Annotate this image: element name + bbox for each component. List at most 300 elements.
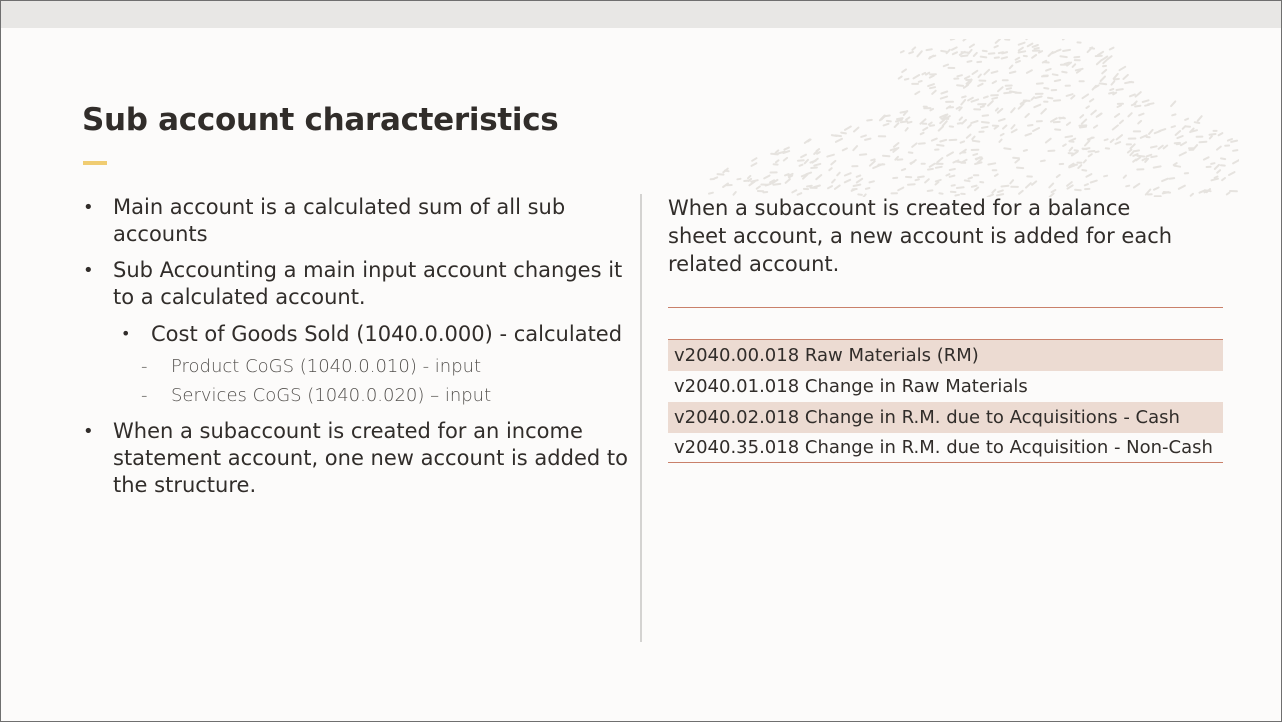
pattern-stroke: [1080, 115, 1083, 118]
pattern-stroke: [1051, 118, 1057, 121]
pattern-stroke: [901, 121, 907, 122]
pattern-stroke: [894, 143, 899, 147]
pattern-stroke: [996, 108, 998, 110]
pattern-stroke: [1053, 74, 1058, 75]
pattern-stroke: [1085, 184, 1088, 185]
pattern-stroke: [968, 98, 973, 101]
pattern-stroke: [1210, 136, 1212, 138]
pattern-stroke: [884, 124, 889, 126]
pattern-stroke: [752, 163, 757, 166]
pattern-stroke: [989, 53, 995, 54]
pattern-stroke: [895, 123, 899, 127]
pattern-stroke: [1028, 125, 1033, 126]
pattern-stroke: [1154, 166, 1161, 167]
pattern-stroke: [817, 149, 820, 151]
pattern-stroke: [845, 180, 850, 183]
pattern-stroke: [1109, 93, 1114, 94]
pattern-stroke: [857, 179, 862, 183]
pattern-stroke: [906, 117, 909, 119]
pattern-stroke: [865, 139, 870, 140]
pattern-stroke: [1002, 52, 1007, 53]
pattern-stroke: [961, 100, 965, 105]
pattern-stroke: [718, 174, 724, 175]
pattern-stroke: [1101, 77, 1105, 82]
pattern-stroke: [1085, 141, 1090, 146]
pattern-stroke: [1002, 57, 1007, 58]
pattern-stroke: [936, 167, 942, 168]
pattern-stroke: [1097, 60, 1102, 64]
pattern-stroke: [1052, 52, 1055, 53]
pattern-stroke: [1070, 139, 1075, 141]
pattern-stroke: [1049, 184, 1053, 188]
pattern-stroke: [914, 75, 920, 78]
pattern-stroke: [1126, 186, 1129, 187]
pattern-stroke: [928, 190, 933, 191]
pattern-stroke: [999, 140, 1001, 142]
pattern-stroke: [1074, 57, 1079, 58]
pattern-stroke: [1229, 172, 1235, 175]
pattern-stroke: [1011, 108, 1015, 112]
pattern-stroke: [930, 109, 933, 110]
pattern-stroke: [902, 69, 906, 72]
pattern-stroke: [854, 185, 861, 186]
pattern-stroke: [943, 121, 947, 126]
pattern-stroke: [968, 125, 971, 128]
pattern-stroke: [1116, 142, 1121, 144]
pattern-stroke: [784, 148, 789, 150]
pattern-stroke: [1137, 156, 1144, 157]
pattern-stroke: [1120, 121, 1123, 124]
pattern-stroke: [1057, 50, 1061, 51]
slide-title: Sub account characteristics: [82, 102, 559, 138]
pattern-stroke: [915, 92, 919, 94]
pattern-stroke: [946, 174, 949, 175]
pattern-stroke: [1151, 156, 1156, 157]
dash-item-product-cogs: - Product CoGS (1040.0.010) - input: [141, 352, 628, 381]
pattern-stroke: [800, 165, 803, 166]
pattern-stroke: [988, 101, 993, 106]
pattern-stroke: [748, 176, 750, 178]
pattern-stroke: [1083, 94, 1089, 98]
pattern-stroke: [974, 53, 977, 56]
pattern-stroke: [1169, 178, 1174, 179]
pattern-stroke: [807, 186, 812, 187]
pattern-stroke: [1052, 190, 1056, 192]
pattern-stroke: [1176, 131, 1181, 135]
pattern-stroke: [811, 168, 817, 169]
pattern-stroke: [973, 71, 978, 74]
pattern-stroke: [1113, 125, 1118, 129]
pattern-stroke: [737, 179, 740, 180]
pattern-stroke: [973, 154, 977, 155]
pattern-stroke: [1135, 150, 1139, 151]
pattern-stroke: [1114, 74, 1118, 79]
pattern-stroke: [937, 145, 943, 146]
pattern-stroke: [1130, 151, 1134, 155]
pattern-stroke: [919, 81, 922, 82]
pattern-stroke: [957, 187, 964, 188]
pattern-stroke: [1089, 154, 1092, 156]
pattern-stroke: [1062, 72, 1066, 73]
pattern-stroke: [1200, 142, 1207, 143]
pattern-stroke: [1221, 158, 1225, 159]
pattern-stroke: [829, 168, 831, 170]
title-accent-bar: [83, 161, 107, 165]
pattern-stroke: [1063, 144, 1066, 146]
pattern-stroke: [940, 120, 944, 123]
pattern-stroke: [828, 186, 832, 188]
pattern-stroke: [1067, 123, 1070, 125]
pattern-stroke: [1154, 188, 1159, 190]
pattern-stroke: [837, 173, 840, 176]
pattern-stroke: [1067, 94, 1073, 96]
pattern-stroke: [1132, 104, 1136, 105]
pattern-stroke: [1227, 193, 1230, 195]
pattern-stroke: [1098, 114, 1102, 117]
pattern-stroke: [1010, 180, 1013, 183]
pattern-stroke: [1233, 160, 1239, 163]
pattern-stroke: [1098, 52, 1103, 55]
pattern-stroke: [1147, 155, 1152, 157]
pattern-stroke: [1010, 72, 1016, 73]
pattern-stroke: [1124, 176, 1126, 178]
pattern-stroke: [1222, 178, 1225, 180]
pattern-stroke: [832, 180, 835, 183]
pattern-stroke: [1026, 134, 1032, 136]
pattern-stroke: [1171, 101, 1175, 106]
pattern-stroke: [930, 125, 934, 126]
pattern-stroke: [995, 57, 999, 58]
pattern-stroke: [751, 180, 758, 181]
pattern-stroke: [1070, 148, 1073, 151]
pattern-stroke: [909, 152, 913, 153]
pattern-stroke: [1120, 67, 1126, 70]
pattern-stroke: [1019, 51, 1026, 52]
pattern-stroke: [853, 146, 857, 150]
account-row: v2040.00.018 Raw Materials (RM): [668, 340, 1223, 371]
pattern-stroke: [1210, 134, 1216, 135]
pattern-stroke: [1066, 136, 1073, 137]
pattern-stroke: [1164, 146, 1168, 149]
pattern-stroke: [908, 122, 912, 123]
pattern-stroke: [749, 179, 752, 181]
pattern-stroke: [1073, 64, 1076, 67]
pattern-stroke: [857, 176, 861, 177]
pattern-stroke: [1033, 45, 1038, 47]
pattern-stroke: [1118, 105, 1122, 107]
pattern-stroke: [1035, 97, 1041, 99]
pattern-stroke: [999, 119, 1005, 121]
pattern-stroke: [805, 160, 808, 164]
pattern-stroke: [1041, 161, 1045, 162]
pattern-stroke: [1032, 181, 1036, 184]
pattern-stroke: [1028, 44, 1033, 47]
pattern-stroke: [757, 186, 760, 188]
pattern-stroke: [854, 128, 858, 132]
column-divider: [640, 194, 642, 642]
right-column: [668, 194, 1223, 278]
pattern-stroke: [776, 160, 779, 162]
pattern-stroke: [1024, 150, 1027, 151]
pattern-stroke: [831, 161, 835, 165]
pattern-stroke: [835, 135, 841, 136]
pattern-stroke: [1016, 58, 1020, 60]
pattern-stroke: [836, 139, 842, 142]
pattern-stroke: [1185, 119, 1188, 120]
pattern-stroke: [887, 121, 891, 122]
pattern-stroke: [1002, 186, 1009, 187]
pattern-stroke: [962, 120, 966, 124]
pattern-stroke: [1027, 70, 1032, 73]
pattern-stroke: [814, 164, 820, 166]
pattern-stroke: [814, 186, 820, 188]
pattern-stroke: [1091, 181, 1097, 183]
pattern-stroke: [1086, 174, 1091, 177]
pattern-stroke: [1054, 100, 1060, 101]
pattern-stroke: [982, 127, 988, 128]
pattern-stroke: [898, 188, 903, 191]
dash-item-services-cogs: - Services CoGS (1040.0.020) – input: [141, 381, 628, 410]
balance-sheet-intro: When a subaccount is created for a balance sheet account, a new account is added for each related account.: [668, 196, 1173, 276]
pattern-stroke: [953, 52, 957, 54]
pattern-stroke: [992, 71, 998, 73]
pattern-stroke: [1063, 50, 1070, 51]
pattern-stroke: [998, 109, 1003, 113]
pattern-stroke: [1159, 129, 1165, 131]
pattern-stroke: [1231, 141, 1237, 142]
bullet-income-statement: • When a subaccount is created for an income statement account, one new account is added to the structure.: [83, 418, 628, 499]
pattern-stroke: [1179, 186, 1185, 189]
pattern-stroke: [929, 56, 933, 59]
pattern-stroke: [1104, 176, 1107, 177]
pattern-stroke: [975, 188, 978, 191]
pattern-stroke: [899, 77, 902, 79]
pattern-stroke: [1083, 149, 1087, 150]
pattern-stroke: [1078, 165, 1081, 168]
pattern-stroke: [1172, 114, 1175, 115]
pattern-stroke: [965, 180, 970, 181]
pattern-stroke: [1084, 160, 1086, 162]
pattern-stroke: [773, 184, 780, 185]
pattern-stroke: [928, 84, 934, 86]
pattern-stroke: [1071, 96, 1074, 99]
pattern-stroke: [950, 169, 955, 170]
decorative-pattern: [707, 39, 1239, 197]
pattern-stroke: [1134, 184, 1139, 188]
account-table: [668, 339, 1223, 463]
pattern-stroke: [771, 154, 778, 155]
pattern-stroke: [1086, 106, 1089, 108]
pattern-stroke: [1138, 121, 1141, 124]
slide-top-bar: [1, 1, 1281, 28]
pattern-stroke: [957, 85, 963, 86]
pattern-stroke: [1180, 152, 1186, 155]
pattern-stroke: [1019, 43, 1025, 45]
left-column: [83, 194, 628, 508]
pattern-stroke: [981, 57, 987, 58]
pattern-stroke: [845, 127, 851, 130]
pattern-stroke: [1217, 147, 1221, 150]
pattern-stroke: [1233, 150, 1237, 151]
pattern-stroke: [1200, 191, 1204, 193]
pattern-stroke: [1046, 139, 1051, 143]
pattern-stroke: [1012, 130, 1017, 133]
pattern-stroke: [1080, 127, 1086, 128]
pattern-stroke: [926, 73, 929, 75]
pattern-stroke: [961, 56, 967, 57]
pattern-stroke: [930, 164, 935, 167]
pattern-stroke: [988, 163, 995, 164]
pattern-stroke: [1091, 111, 1096, 115]
pattern-stroke: [1194, 145, 1197, 149]
pattern-stroke: [776, 150, 779, 152]
pattern-stroke: [1082, 120, 1086, 124]
pattern-stroke: [1033, 128, 1039, 131]
pattern-stroke: [1204, 157, 1209, 159]
pattern-stroke: [1174, 166, 1180, 167]
pattern-stroke: [958, 123, 961, 124]
pattern-stroke: [1012, 125, 1015, 128]
pattern-stroke: [930, 76, 934, 78]
pattern-stroke: [947, 152, 953, 155]
pattern-stroke: [1215, 177, 1218, 178]
pattern-stroke: [1019, 48, 1023, 51]
pattern-stroke: [925, 179, 929, 182]
pattern-stroke: [1123, 75, 1128, 79]
pattern-stroke: [1148, 103, 1153, 104]
pattern-stroke: [957, 75, 962, 76]
pattern-stroke: [871, 159, 875, 160]
pattern-stroke: [785, 174, 789, 175]
pattern-stroke: [944, 65, 948, 67]
pattern-stroke: [952, 47, 957, 49]
pattern-stroke: [1151, 146, 1157, 147]
pattern-stroke: [1215, 165, 1219, 169]
pattern-stroke: [1007, 88, 1011, 89]
pattern-stroke: [810, 161, 815, 163]
pattern-stroke: [843, 148, 847, 150]
pattern-stroke: [984, 97, 988, 98]
pattern-stroke: [964, 39, 969, 41]
pattern-stroke: [860, 154, 866, 155]
pattern-stroke: [939, 127, 943, 131]
pattern-stroke: [1055, 80, 1060, 81]
pattern-stroke: [786, 179, 790, 183]
pattern-stroke: [927, 49, 932, 50]
pattern-stroke: [1094, 126, 1097, 128]
pattern-stroke: [937, 158, 942, 162]
pattern-stroke: [908, 184, 915, 185]
pattern-stroke: [1181, 142, 1186, 145]
pattern-stroke: [912, 143, 916, 147]
pattern-stroke: [970, 45, 974, 48]
pattern-stroke: [827, 155, 834, 157]
pattern-stroke: [1115, 114, 1119, 117]
pattern-stroke: [1016, 61, 1020, 62]
pattern-stroke: [1041, 109, 1046, 114]
pattern-stroke: [995, 174, 998, 176]
pattern-stroke: [912, 47, 915, 50]
pattern-stroke: [1060, 118, 1064, 119]
pattern-stroke: [867, 120, 872, 121]
pattern-stroke: [973, 141, 980, 142]
pattern-stroke: [1063, 39, 1067, 40]
pattern-stroke: [1075, 150, 1078, 151]
pattern-stroke: [870, 181, 874, 182]
pattern-stroke: [972, 137, 974, 140]
pattern-stroke: [957, 107, 960, 109]
pattern-stroke: [901, 51, 904, 52]
pattern-stroke: [792, 190, 796, 192]
pattern-stroke: [996, 39, 1000, 43]
pattern-stroke: [1149, 130, 1153, 134]
pattern-stroke: [1211, 163, 1214, 164]
pattern-stroke: [1162, 179, 1168, 181]
pattern-stroke: [897, 118, 903, 119]
pattern-stroke: [972, 186, 977, 187]
pattern-stroke: [866, 188, 870, 189]
pattern-stroke: [932, 91, 936, 94]
pattern-stroke: [1177, 136, 1182, 138]
pattern-stroke: [941, 51, 946, 52]
account-row: v2040.01.018 Change in Raw Materials: [674, 376, 1028, 397]
pattern-stroke: [984, 70, 989, 75]
pattern-stroke: [1219, 133, 1223, 135]
pattern-stroke: [1034, 105, 1040, 108]
pattern-stroke: [1003, 126, 1006, 129]
pattern-stroke: [798, 160, 804, 161]
pattern-stroke: [1105, 139, 1108, 140]
pattern-stroke: [921, 133, 924, 134]
pattern-stroke: [1089, 151, 1095, 152]
pattern-stroke: [968, 61, 972, 62]
pattern-stroke: [801, 155, 806, 158]
pattern-stroke: [922, 73, 925, 74]
pattern-stroke: [883, 156, 889, 157]
pattern-stroke: [1004, 93, 1011, 94]
pattern-stroke: [1143, 100, 1149, 102]
pattern-stroke: [1025, 114, 1029, 117]
pattern-stroke: [992, 190, 995, 193]
pattern-stroke: [861, 135, 866, 137]
pattern-stroke: [971, 121, 977, 123]
pattern-stroke: [1198, 116, 1202, 121]
pattern-stroke: [978, 84, 982, 86]
pattern-stroke: [936, 182, 939, 184]
pattern-stroke: [870, 161, 875, 166]
pattern-stroke: [845, 173, 851, 175]
pattern-stroke: [941, 97, 947, 99]
pattern-stroke: [784, 158, 787, 161]
pattern-stroke: [1128, 113, 1131, 116]
sub-bullet-cogs: • Cost of Goods Sold (1040.0.000) - calculated: [121, 320, 628, 348]
pattern-stroke: [910, 162, 914, 164]
pattern-stroke: [1112, 81, 1115, 84]
pattern-stroke: [1128, 150, 1132, 153]
pattern-stroke: [1212, 179, 1219, 181]
pattern-stroke: [952, 185, 955, 186]
pattern-stroke: [916, 179, 919, 180]
pattern-stroke: [1048, 98, 1052, 99]
pattern-stroke: [841, 133, 846, 134]
pattern-stroke: [930, 87, 935, 88]
pattern-stroke: [917, 51, 921, 56]
pattern-stroke: [1017, 168, 1023, 169]
pattern-stroke: [1001, 134, 1004, 136]
pattern-stroke: [1057, 175, 1060, 177]
pattern-stroke: [969, 178, 973, 179]
pattern-stroke: [1046, 69, 1051, 71]
